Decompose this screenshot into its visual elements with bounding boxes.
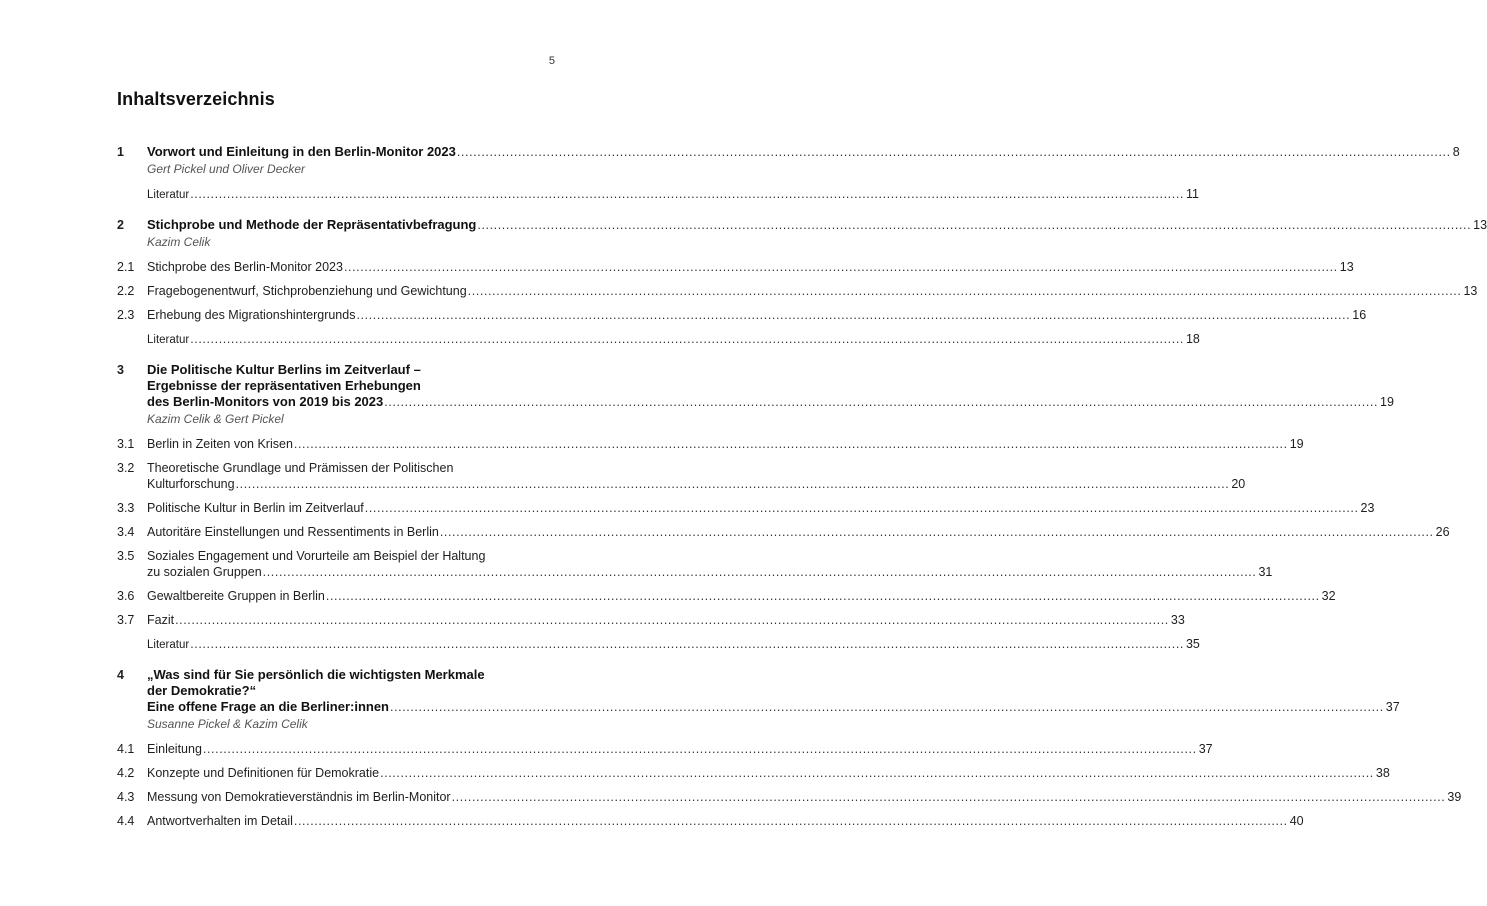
toc-entry-line	[147, 259, 1354, 275]
toc-section	[117, 460, 1246, 492]
toc-entry-line	[147, 612, 1185, 628]
toc-entry-title-line: der Demokratie?“	[147, 683, 257, 698]
toc-chapter	[117, 362, 1394, 427]
toc-author: Susanne Pickel & Kazim Celik	[147, 717, 308, 731]
toc-section	[117, 741, 1213, 757]
toc-section	[117, 548, 1273, 580]
dot-leader	[190, 331, 1184, 347]
toc-entry-number: 2.2	[117, 284, 135, 298]
toc-page-number: 31	[1258, 565, 1273, 579]
dot-leader	[344, 259, 1338, 275]
toc-entry-number: 4.1	[117, 742, 135, 756]
toc-section	[117, 813, 1304, 829]
dot-leader	[190, 186, 1184, 202]
toc-entry-number: 4	[117, 668, 124, 682]
toc-entry-title: Fragebogenentwurf, Stichprobenziehung und Gewichtung	[147, 284, 467, 298]
toc-page-number: 26	[1435, 525, 1450, 539]
toc-entry-line	[147, 307, 1367, 323]
toc-entry-title: Messung von Demokratieverständnis im Berlin-Monitor	[147, 790, 451, 804]
toc-entry-number: 4.3	[117, 790, 135, 804]
dot-leader	[457, 144, 1451, 160]
toc-page-number: 20	[1231, 477, 1246, 491]
table-of-contents	[117, 144, 1487, 837]
toc-page-number: 18	[1185, 332, 1200, 346]
toc-entry-title: Fazit	[147, 613, 175, 627]
toc-entry-number: 3.7	[117, 613, 135, 627]
toc-chapter	[117, 667, 1400, 732]
toc-entry-title: Literatur	[147, 334, 190, 346]
toc-entry-number: 4.4	[117, 814, 135, 828]
toc-literature	[117, 331, 1200, 348]
toc-section	[117, 436, 1304, 452]
toc-author: Gert Pickel und Oliver Decker	[147, 162, 306, 176]
toc-entry-number: 2.3	[117, 308, 135, 322]
toc-entry-line	[147, 636, 1200, 653]
dot-leader	[356, 307, 1350, 323]
toc-section	[117, 259, 1354, 275]
toc-entry-title: Stichprobe des Berlin-Monitor 2023	[147, 260, 343, 274]
toc-entry-title: Eine offene Frage an die Berliner:innen	[147, 699, 389, 714]
toc-page-number: 8	[1452, 145, 1460, 159]
toc-entry-number: 3.5	[117, 549, 135, 563]
toc-entry-title: zu sozialen Gruppen	[147, 565, 262, 579]
toc-section	[117, 524, 1450, 540]
dot-leader	[477, 217, 1471, 233]
toc-entry-number: 3.1	[117, 437, 135, 451]
toc-entry-line	[147, 813, 1304, 829]
toc-entry-line	[147, 765, 1390, 781]
toc-literature	[117, 636, 1200, 653]
toc-author: Kazim Celik	[147, 235, 211, 249]
toc-page-number: 19	[1289, 437, 1304, 451]
dot-leader	[390, 699, 1384, 715]
toc-entry-title: Berlin in Zeiten von Krisen	[147, 437, 293, 451]
toc-entry-title: Politische Kultur in Berlin im Zeitverlauf	[147, 501, 364, 515]
toc-entry-line	[147, 217, 1487, 233]
toc-page-number: 38	[1375, 766, 1390, 780]
toc-entry-title: Literatur	[147, 639, 190, 651]
toc-page-number: 33	[1170, 613, 1185, 627]
toc-entry-title: Vorwort und Einleitung in den Berlin-Monitor 2023	[147, 144, 456, 159]
dot-leader	[190, 636, 1184, 652]
toc-page-number: 32	[1321, 589, 1336, 603]
toc-entry-title: Autoritäre Einstellungen und Ressentiments in Berlin	[147, 525, 439, 539]
toc-section	[117, 500, 1375, 516]
toc-page-number: 37	[1385, 700, 1400, 714]
toc-section	[117, 765, 1390, 781]
toc-entry-number: 3	[117, 363, 124, 377]
toc-entry-title: Konzepte und Definitionen für Demokratie	[147, 766, 380, 780]
dot-leader	[294, 813, 1288, 829]
toc-entry-title: des Berlin-Monitors von 2019 bis 2023	[147, 394, 384, 409]
toc-section	[117, 307, 1367, 323]
toc-section	[117, 283, 1478, 299]
toc-entry-title: Literatur	[147, 189, 190, 201]
dot-leader	[380, 765, 1374, 781]
toc-entry-title: Kulturforschung	[147, 477, 235, 491]
toc-entry-title-line: Ergebnisse der repräsentativen Erhebungen	[147, 378, 421, 393]
toc-section	[117, 789, 1462, 805]
toc-chapter	[117, 217, 1487, 250]
toc-page-number: 16	[1352, 308, 1367, 322]
toc-page-number: 35	[1185, 637, 1200, 651]
toc-entry-number: 2	[117, 218, 124, 232]
toc-chapter	[117, 144, 1460, 177]
toc-entry-line	[147, 436, 1304, 452]
toc-entry-line	[147, 588, 1336, 604]
toc-entry-line	[147, 283, 1478, 299]
toc-entry-number: 2.1	[117, 260, 135, 274]
dot-leader	[294, 436, 1288, 452]
toc-page-number: 19	[1380, 395, 1394, 409]
dot-leader	[384, 394, 1378, 410]
toc-entry-line	[147, 789, 1462, 805]
toc-entry-line	[147, 186, 1199, 203]
dot-leader	[236, 476, 1230, 492]
toc-entry-title-line: „Was sind für Sie persönlich die wichtigsten Merkmale	[147, 667, 485, 682]
toc-page-number: 23	[1360, 501, 1375, 515]
page-number: 5	[548, 55, 555, 67]
toc-entry-number: 3.2	[117, 461, 135, 475]
dot-leader	[468, 283, 1462, 299]
toc-entry-line	[147, 500, 1375, 516]
toc-entry-number: 3.6	[117, 589, 135, 603]
toc-entry-number: 3.4	[117, 525, 135, 539]
dot-leader	[175, 612, 1169, 628]
dot-leader	[440, 524, 1434, 540]
toc-entry-title: Einleitung	[147, 742, 202, 756]
toc-entry-line	[147, 741, 1213, 757]
toc-entry-title-line: Theoretische Grundlage und Prämissen der Politischen	[147, 461, 454, 475]
page-title: Inhaltsverzeichnis	[117, 89, 275, 109]
toc-page-number: 13	[1463, 284, 1478, 298]
toc-entry-title-line: Soziales Engagement und Vorurteile am Beispiel der Haltung	[147, 549, 486, 563]
dot-leader	[326, 588, 1320, 604]
toc-entry-line	[147, 331, 1200, 348]
toc-entry-line	[147, 524, 1450, 540]
toc-page-number: 11	[1185, 187, 1199, 201]
toc-entry-line	[147, 564, 1273, 580]
toc-entry-line	[147, 394, 1394, 410]
dot-leader	[365, 500, 1359, 516]
toc-page-number: 37	[1198, 742, 1213, 756]
toc-entry-line	[147, 476, 1246, 492]
toc-page-number: 13	[1473, 218, 1487, 232]
toc-author: Kazim Celik & Gert Pickel	[147, 412, 284, 426]
toc-entry-number: 1	[117, 145, 124, 159]
toc-entry-title: Stichprobe und Methode der Repräsentativbefragung	[147, 217, 477, 232]
toc-section	[117, 588, 1336, 604]
toc-page-number: 39	[1447, 790, 1462, 804]
toc-section	[117, 612, 1185, 628]
toc-literature	[117, 186, 1199, 203]
toc-entry-line	[147, 144, 1460, 160]
toc-entry-line	[147, 699, 1400, 715]
toc-entry-number: 4.2	[117, 766, 135, 780]
toc-entry-title: Antwortverhalten im Detail	[147, 814, 293, 828]
toc-page-number: 13	[1339, 260, 1354, 274]
toc-page-number: 40	[1289, 814, 1304, 828]
dot-leader	[263, 564, 1257, 580]
dot-leader	[203, 741, 1197, 757]
toc-entry-title-line: Die Politische Kultur Berlins im Zeitverlauf –	[147, 362, 421, 377]
toc-entry-title: Erhebung des Migrationshintergrunds	[147, 308, 356, 322]
dot-leader	[452, 789, 1446, 805]
toc-entry-title: Gewaltbereite Gruppen in Berlin	[147, 589, 325, 603]
toc-entry-number: 3.3	[117, 501, 135, 515]
